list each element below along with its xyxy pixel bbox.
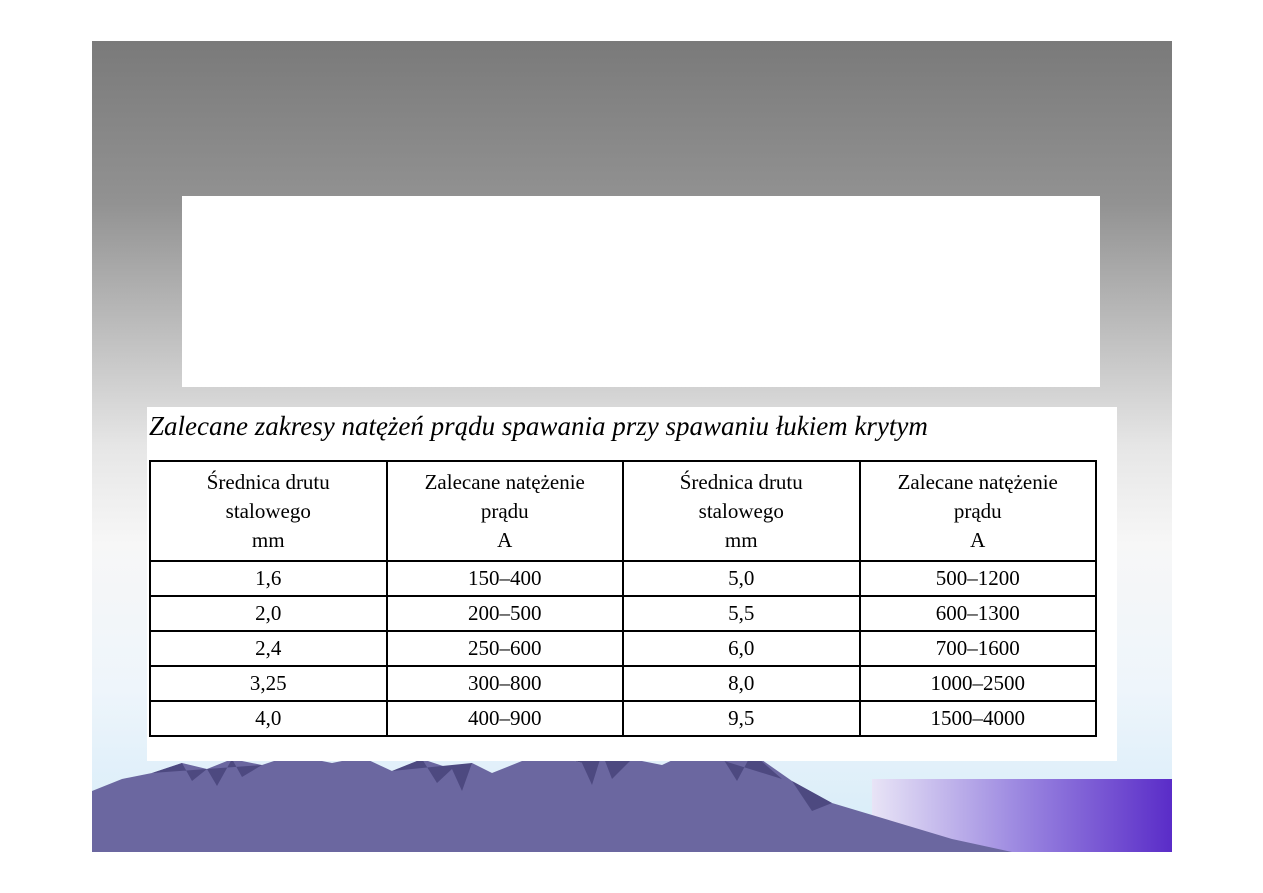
header-cell-wire-diameter: Średnica drutu stalowego mm: [623, 461, 860, 561]
table-cell: 250–600: [387, 631, 624, 666]
table-row: [150, 561, 1096, 596]
table-cell: 2,4: [150, 631, 387, 666]
header-cell-current: Zalecane natężenie prądu A: [387, 461, 624, 561]
table-cell: 1500–4000: [860, 701, 1097, 736]
table-cell: 8,0: [623, 666, 860, 701]
table-row: [150, 701, 1096, 736]
table-cell: 600–1300: [860, 596, 1097, 631]
table-cell: 500–1200: [860, 561, 1097, 596]
header-cell-current: Zalecane natężenie prądu A: [860, 461, 1097, 561]
table-cell: 1000–2500: [860, 666, 1097, 701]
table-cell: 6,0: [623, 631, 860, 666]
title-placeholder: [182, 196, 1100, 387]
table-cell: 5,5: [623, 596, 860, 631]
current-ranges-table: [149, 460, 1097, 737]
table-cell: 9,5: [623, 701, 860, 736]
table-caption: Zalecane zakresy natężeń prądu spawania przy spawaniu łukiem krytym: [149, 411, 928, 441]
table-cell: 400–900: [387, 701, 624, 736]
table-row: [150, 631, 1096, 666]
table-cell: 150–400: [387, 561, 624, 596]
slide: [92, 41, 1172, 852]
table-row: [150, 666, 1096, 701]
table-cell: 3,25: [150, 666, 387, 701]
table-cell: 2,0: [150, 596, 387, 631]
table-cell: 700–1600: [860, 631, 1097, 666]
table-panel: [147, 407, 1117, 761]
table-cell: 200–500: [387, 596, 624, 631]
table-cell: 5,0: [623, 561, 860, 596]
header-cell-wire-diameter: Średnica drutu stalowego mm: [150, 461, 387, 561]
table-cell: 300–800: [387, 666, 624, 701]
table-row: [150, 596, 1096, 631]
table-cell: 4,0: [150, 701, 387, 736]
table-cell: 1,6: [150, 561, 387, 596]
table-header-row: [150, 461, 1096, 561]
